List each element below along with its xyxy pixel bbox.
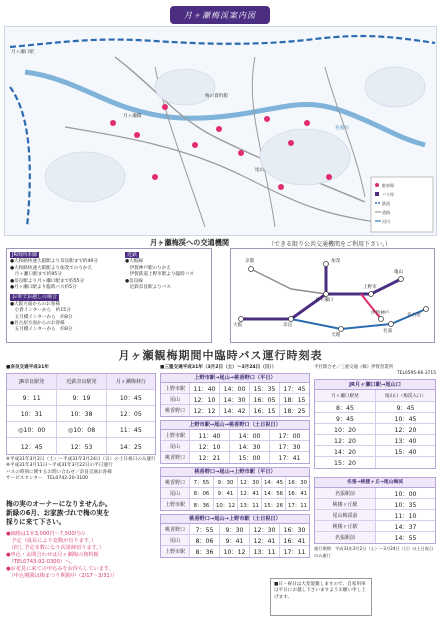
access-line: 五月橋インターから 約8分: [10, 314, 73, 320]
time-cell: 8：36: [189, 499, 213, 510]
sanco-title: ■三重交通平成31年（3月2日（土）〜3月24日（日））: [160, 365, 277, 370]
sanco-section: [160, 365, 310, 558]
time-cell: 11：40: [189, 430, 229, 440]
table-row: [315, 499, 435, 510]
stop-label: 上野市駅: [161, 499, 189, 510]
table-row: [161, 488, 309, 499]
stop-label: 桃香野口: [161, 524, 189, 534]
time-cell: 10：12: [219, 546, 249, 557]
time-cell: 8：06: [189, 535, 219, 545]
time-cell: 16：30: [279, 524, 309, 534]
map-label-station: 月ヶ瀬口駅: [11, 50, 34, 55]
table-row: [315, 510, 435, 521]
time-cell: 7：55: [189, 477, 213, 487]
access-line: 近鉄奈良駅よりバス: [125, 285, 171, 291]
stop-label: 桃香野口: [161, 405, 189, 416]
table-row: [161, 430, 309, 441]
table-title: 上野市駅→尾山→桃香野口（平日）: [161, 374, 309, 383]
access-line: ●大阪線: [125, 259, 143, 265]
time-cell: 10：45: [106, 390, 155, 405]
access-line: ●大和路快速大阪駅より奈良駅まで約49分: [10, 259, 98, 265]
table-title: 名張→桃楼ヶ丘→尾山梅渓: [315, 478, 435, 488]
stop-label: 尾山: [161, 394, 189, 404]
time-cell: 15：00: [229, 452, 269, 463]
time-cell: 14：25: [106, 438, 155, 454]
note-line: バスの時刻に関するお問い合わせ／奈良交通お客様: [6, 469, 112, 475]
time-cell: 12：41: [237, 488, 261, 498]
access-section-car: [10, 294, 120, 301]
station-label: 月ヶ瀬口: [315, 298, 334, 303]
station-label: 奈良: [283, 323, 293, 328]
stop-label: 桃香野口: [161, 452, 189, 463]
stop-label: 上野市駅: [161, 430, 189, 440]
access-line: 五月橋インターから 約8分: [10, 327, 73, 333]
table-row: [315, 457, 435, 468]
jr-table: [314, 379, 436, 469]
access-line: 小倉インターから 約15分: [10, 308, 71, 314]
owner-bullet: ●お花見に来ての申込みをお待ちしています。: [6, 566, 114, 572]
time-cell: [375, 457, 435, 468]
time-cell: 12：10: [189, 394, 219, 404]
time-cell: 9：45: [375, 402, 435, 412]
time-cell: 17：30: [269, 441, 309, 451]
time-cell: 12：10: [189, 441, 229, 451]
nabari-table: [314, 477, 436, 544]
map-label-park: 梅の資料館: [205, 94, 228, 99]
time-cell: 12：12: [189, 405, 219, 416]
access-left-col: [10, 252, 120, 334]
jr-tag: JR関西本線: [12, 252, 37, 258]
time-cell: 10：45: [375, 413, 435, 423]
time-cell: 14：30: [219, 394, 249, 404]
time-cell: 16：30: [285, 477, 309, 487]
time-cell: 17：00: [269, 430, 309, 440]
owner-section: [6, 500, 161, 580]
note-line: サービスセンター TEL0742-20-3100: [6, 475, 88, 481]
svg-text:駐車場: 駐車場: [382, 183, 394, 188]
time-cell: 10：00: [375, 488, 435, 498]
jr-tel: TEL0595-66-3715: [396, 371, 436, 377]
time-cell: ◎10：08: [56, 422, 105, 437]
table-row: [7, 438, 155, 454]
stop-label: 名張駅前: [315, 488, 375, 498]
time-cell: 12：21: [189, 452, 229, 463]
stop-label: 尾山: [161, 535, 189, 545]
time-cell: 10：35: [375, 499, 435, 509]
schedule-main-title: 月ヶ瀬観梅期間中臨時バス運行時刻表: [118, 349, 323, 362]
table-row: [7, 390, 155, 406]
access-subtitle: （できる限り公共交通機関をご利用下さい。）: [268, 241, 392, 248]
col-header: JR奈良駅発: [19, 379, 45, 386]
time-cell: 17：11: [285, 499, 309, 510]
car-tag: お車でお越しの場合: [12, 294, 58, 301]
rail-branch: [10, 87, 30, 227]
table-row: [161, 405, 309, 416]
time-cell: 18：25: [279, 405, 309, 416]
map-label-river: 名張川: [335, 126, 349, 131]
tourist-map: [4, 26, 437, 236]
nara-title: ■奈良交通平成31年: [6, 365, 49, 370]
time-cell: 13：11: [249, 546, 279, 557]
owner-bullet: （但し予定本数になり次第締切ります。）: [6, 545, 105, 551]
station-label: 京都: [245, 259, 255, 264]
time-cell: 14：56: [261, 488, 285, 498]
time-cell: 14：00: [219, 383, 249, 393]
time-cell: 16：41: [279, 535, 309, 545]
svg-text:鉄道: 鉄道: [382, 201, 390, 206]
map-label-village: 尾山: [255, 168, 265, 173]
time-cell: 11：10: [375, 510, 435, 520]
table-row: [161, 383, 309, 394]
time-cell: 14：45: [261, 477, 285, 487]
time-cell: 9：41: [213, 488, 237, 498]
time-cell: 12：20: [375, 424, 435, 434]
station-label: 名張: [383, 329, 393, 334]
stop-label: 上野市駅: [161, 546, 189, 557]
time-cell: 15：35: [249, 383, 279, 393]
table-row: [161, 477, 309, 488]
time-cell: 12：30: [249, 524, 279, 534]
time-cell: 13：11: [237, 499, 261, 510]
time-cell: 15：40: [375, 446, 435, 456]
svg-text:河川: 河川: [382, 219, 390, 224]
time-cell: 11：45: [106, 422, 155, 437]
table-row: [315, 413, 435, 424]
time-cell: 12：53: [56, 438, 105, 454]
table-row: [161, 535, 309, 546]
col-header: 尾山口（梅渓入口）: [375, 390, 435, 401]
access-line: ●大和路快速大阪駅より加茂でのりかえ: [10, 265, 93, 271]
owner-heading: [6, 500, 161, 527]
station-label: 名古屋: [407, 313, 421, 318]
access-line: ●奈良線: [125, 278, 143, 284]
table-row: [315, 446, 435, 457]
sanco-notice: ■日・祝日は大変混雑しますので、自家用車は平日にお越し下さいますようお願い申し上げます。: [270, 578, 372, 616]
col-header: 月ヶ瀬梅林行: [106, 374, 155, 389]
nara-table: [6, 373, 156, 455]
note-line: ※平成31年3月2日（土）〜平成31年3月24日（日）の土日祝日のみ運行: [6, 457, 156, 463]
sanco-holiday-ueno-table: [160, 420, 310, 464]
table-row: [7, 406, 155, 422]
time-cell: 14：55: [375, 532, 435, 543]
time-cell: 11：40: [189, 383, 219, 393]
time-cell: 12：20: [334, 437, 356, 445]
time-cell: 9：41: [219, 535, 249, 545]
route-diagram: [230, 248, 435, 343]
table-row: [161, 394, 309, 405]
time-cell: 16：05: [249, 394, 279, 404]
table-row: [7, 422, 155, 438]
time-cell: 10：31: [20, 411, 43, 419]
table-row: [161, 524, 309, 535]
time-cell: 15：26: [261, 499, 285, 510]
time-cell: 9：45: [336, 415, 354, 423]
time-cell: 16：41: [285, 488, 309, 498]
time-cell: 9：30: [219, 524, 249, 534]
map-title-text: 月ヶ瀬梅渓案内図: [184, 10, 256, 20]
rail-line: [10, 36, 435, 47]
access-title: 月ヶ瀬梅渓への交通機関: [150, 238, 230, 247]
time-cell: 18：15: [279, 394, 309, 404]
station-label: 上野市: [363, 285, 377, 290]
time-cell: 12：41: [249, 535, 279, 545]
station-label: 伊賀神戸: [371, 311, 390, 316]
station-label: 亀山: [394, 270, 404, 275]
table-title: JR月ヶ瀬口駅→尾山口: [315, 380, 435, 390]
jr-section: [314, 365, 436, 559]
note-line: ※平成31年3月11日〜平成31年3月22日の平日運行: [6, 463, 113, 469]
table-row: [315, 424, 435, 435]
time-cell: 7：55: [189, 524, 219, 534]
svg-text:バス停: バス停: [382, 192, 394, 197]
access-line: ●名古屋方面からのお客様: [10, 321, 65, 327]
map-legend: [371, 177, 433, 232]
stop-label: 名張駅前: [315, 532, 375, 543]
owner-bullet: （申込期間は梅まつり期間中（2/17〜3/31））: [6, 573, 118, 579]
table-row: [315, 488, 435, 499]
sanco-holiday-momo-table: [160, 514, 310, 558]
svg-text:道路: 道路: [382, 210, 390, 215]
table-row: [161, 441, 309, 452]
terrain: [45, 67, 425, 202]
table-row: [161, 452, 309, 463]
stop-label: 上野市駅: [161, 383, 189, 393]
col-header: 月ヶ瀬口駅発: [331, 393, 359, 399]
time-cell: 8：06: [189, 488, 213, 498]
owner-heading-line: 新緑の6月、お家族づれで梅の実を: [6, 509, 110, 517]
nabari-note: 運行期間 平成31年3月2日（土）〜3月24日（日）の土日祝日のみ運行: [314, 546, 434, 558]
time-cell: 17：45: [279, 383, 309, 393]
table-title: 桃香野口→尾山→上野市駅（土日祝日）: [161, 515, 309, 524]
table-row: [161, 546, 309, 557]
access-line: 月ヶ瀬口駅まで約95分: [10, 272, 62, 278]
jr-contact: 平社問合せ／三重交通（株）伊賀営業所: [314, 365, 394, 370]
time-cell: 14：00: [229, 430, 269, 440]
time-cell: 14：20: [334, 448, 356, 456]
sanco-weekday-momo-table: [160, 467, 310, 511]
time-cell: 9：30: [213, 477, 237, 487]
table-row: [315, 532, 435, 543]
time-cell: 9：11: [22, 395, 41, 403]
time-cell: 14：37: [375, 521, 435, 531]
stop-label: 尾山梅渓前: [315, 510, 375, 520]
time-cell: 14：30: [229, 441, 269, 451]
kintetsu-tag: 近鉄: [127, 252, 138, 258]
stop-label: 尾山: [161, 488, 189, 498]
time-cell: 17：11: [279, 546, 309, 557]
river: [25, 72, 425, 145]
time-cell: 12：45: [20, 443, 43, 451]
owner-bullets: [6, 531, 161, 580]
time-cell: 13：40: [375, 435, 435, 445]
access-line: ●月ヶ瀬口駅より臨時バス約5分: [10, 285, 77, 291]
owner-bullet: ●価格は1本3,000円〜7,500円の: [6, 531, 86, 537]
time-cell: 16：15: [249, 405, 279, 416]
time-cell: 12：30: [237, 477, 261, 487]
table-row: [315, 521, 435, 532]
stop-label: 桃楼ヶ丘駅: [315, 521, 375, 531]
station-label: 加茂: [331, 259, 341, 264]
station-label: 天理: [331, 333, 341, 338]
time-cell: 9：19: [56, 390, 105, 405]
owner-bullet: （TEL0743-92-0300）へ。: [6, 559, 76, 565]
table-title: 上野市駅→尾山→桃香野口（土日祝日）: [161, 421, 309, 430]
access-line: ●大阪方面からのお客様: [10, 301, 60, 307]
map-graphic: [5, 27, 437, 236]
access-right-col: [125, 252, 211, 291]
nara-table-header: [7, 374, 155, 390]
time-cell: 15：20: [334, 460, 356, 468]
jr-table-header: [315, 390, 435, 402]
table-row: [315, 402, 435, 413]
nara-notes: [6, 457, 156, 482]
nara-kotsu-section: [6, 365, 156, 482]
col-header: 近鉄奈良駅発: [56, 374, 105, 389]
time-cell: 17：41: [269, 452, 309, 463]
table-row: [315, 435, 435, 446]
time-cell: 10：38: [56, 406, 105, 421]
access-line: 伊賀鉄道上野市駅より臨時バス: [125, 272, 194, 278]
owner-bullet: 予定（成長により変動が有ります。）: [6, 538, 97, 544]
time-cell: 10：12: [213, 499, 237, 510]
access-line: 伊賀神戸駅のりかえ: [125, 265, 171, 271]
time-cell: 12：05: [106, 406, 155, 421]
stop-label: 桃香野口: [161, 477, 189, 487]
table-title: 桃香野口→尾山→上野市駅（平日）: [161, 468, 309, 477]
time-cell: 14：42: [219, 405, 249, 416]
access-info-box: [6, 248, 212, 343]
sanco-weekday-ueno-table: [160, 373, 310, 417]
time-cell: ◎10：00: [17, 427, 46, 435]
access-line: ●奈良駅より月ヶ瀬口駅まで約55分: [10, 278, 85, 284]
owner-heading-line: 梅の実のオーナーになりませんか。: [6, 500, 112, 508]
time-cell: 8：36: [189, 546, 219, 557]
map-label-bridge: 月ヶ瀬橋: [123, 114, 142, 119]
time-cell: 10：20: [334, 426, 356, 434]
stop-label: 桃楼ヶ丘駅: [315, 499, 375, 509]
time-cell: 8：45: [336, 404, 354, 412]
station-label: 大阪: [233, 323, 243, 328]
owner-heading-line: 採りに来て下さい。: [6, 518, 66, 526]
stop-label: 尾山: [161, 441, 189, 451]
table-row: [161, 499, 309, 510]
owner-bullet: ●申込・お問合わせは月ヶ瀬梅の資料館: [6, 552, 99, 558]
map-title-banner: [170, 6, 270, 24]
